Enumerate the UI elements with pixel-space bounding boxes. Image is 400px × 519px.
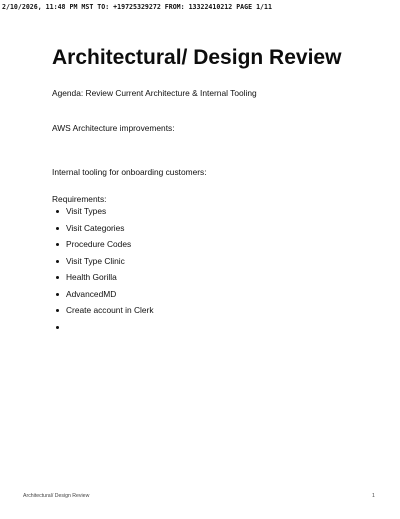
- list-item: [52, 305, 154, 322]
- list-item: [52, 322, 154, 339]
- list-item-label: AdvancedMD: [66, 288, 117, 299]
- bullet-icon: [56, 276, 59, 279]
- footer-page-number: 1: [372, 493, 375, 499]
- bullet-icon: [56, 210, 59, 213]
- bullet-icon: [56, 309, 59, 312]
- list-item-label: Procedure Codes: [66, 239, 132, 249]
- list-item: [52, 206, 154, 223]
- bullet-icon: [56, 293, 59, 296]
- requirements-list: [52, 206, 154, 338]
- list-item-label: Create account in Clerk: [66, 305, 154, 315]
- bullet-icon: [56, 243, 59, 246]
- list-item: [52, 239, 154, 256]
- bullet-icon: [56, 260, 59, 263]
- list-item: [52, 256, 154, 273]
- bullet-icon: [56, 227, 59, 230]
- document-page: [52, 44, 372, 315]
- list-item-label: Visit Categories: [66, 222, 125, 233]
- internal-tooling-heading: Internal tooling for onboarding customers:: [52, 167, 207, 177]
- footer-document-name: Architectural/ Design Review: [23, 493, 90, 499]
- fax-header: 2/10/2026, 11:48 PM MST TO: +19725329272 FROM: 13322410212 PAGE 1/11: [2, 3, 272, 11]
- requirements-heading: Requirements:: [52, 194, 107, 204]
- list-item-label: Health Gorilla: [66, 272, 117, 282]
- list-item-label: Visit Types: [66, 206, 107, 216]
- document-title: Architectural/ Design Review: [52, 46, 342, 69]
- list-item-label: Visit Type Clinic: [66, 255, 125, 266]
- list-item: [52, 272, 154, 289]
- bullet-icon: [56, 326, 59, 329]
- aws-architecture-heading: AWS Architecture improvements:: [52, 123, 175, 133]
- agenda-text: Agenda: Review Current Architecture & Internal Tooling: [52, 88, 257, 98]
- list-item: [52, 289, 154, 306]
- list-item: [52, 223, 154, 240]
